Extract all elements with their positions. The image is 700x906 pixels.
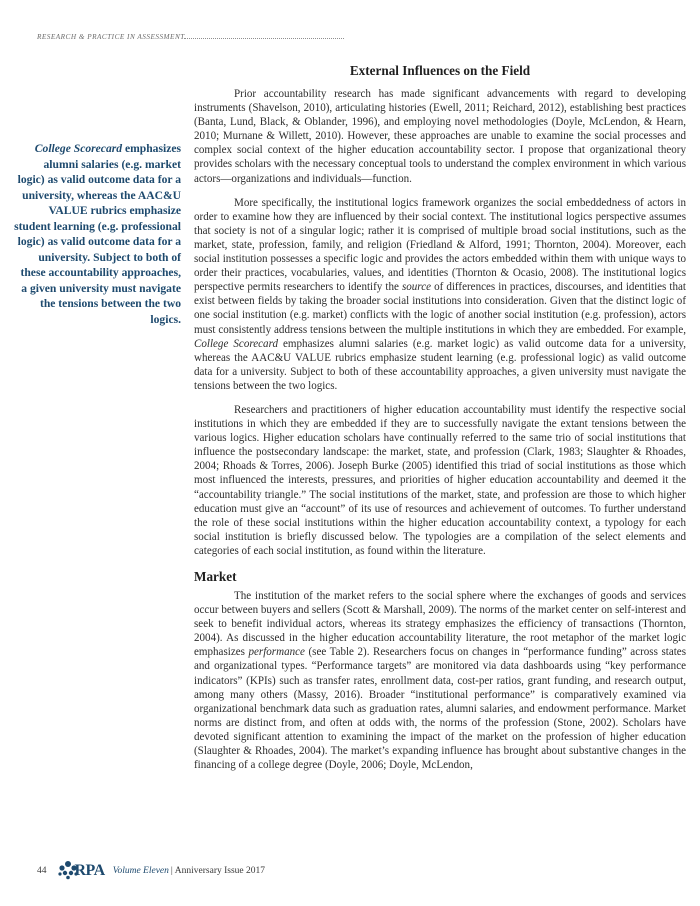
paragraph-2	[194, 196, 686, 393]
page-number: 44	[37, 866, 47, 876]
pull-quote-italic: College Scorecard	[34, 142, 123, 155]
pull-quote-text: emphasizes alumni salaries (e.g. market logic) as valid outcome data for a university, whereas the AAC&U VALUE rubrics emphasize student learning (e.g. professional logic) as valid outcome data for a university. Subject to both of these accountability approaches, a given university must navigate the tensions between the two logics.	[14, 142, 181, 326]
issue-label: Anniversary Issue 2017	[174, 866, 266, 876]
header-dotted-rule	[184, 38, 344, 39]
logo-text: RPA	[74, 862, 105, 879]
paragraph-1: Prior accountability research has made significant advancements with regard to developing instruments (Shavelson, 2010), articulating histories (Ewell, 2011; Reichard, 2012), establishing best practices (Banta, Lund, Black, & Oblander, 1996), and employing novel methodologies (Doyle, McLendon, & Hearn, 2010; Murnane & Willett, 2010). However, these approaches are unable to examine the social processes and complex social context of the higher education accountability sector. I propose that organizational theory provides scholars with the necessary conceptual tools to understand the complex environment in which various actors—organizations and individuals—function.	[194, 88, 686, 185]
article-body	[194, 62, 686, 782]
paragraph-2-part-c: emphasizes alumni salaries (e.g. market logic) as valid outcome data for a university, whereas the AAC&U VALUE rubrics emphasize student learning (e.g. professional logic) as valid outcome data for a university. Subject to both of these accountability approaches, a given university must navigate the tensions between the two logics.	[194, 337, 686, 392]
paragraph-4	[194, 589, 686, 772]
paragraph-2-emphasis-source: source	[401, 281, 431, 294]
paragraph-2-emphasis-scorecard: College Scorecard	[194, 337, 278, 350]
running-header: RESEARCH & PRACTICE IN ASSESSMENT	[37, 33, 185, 41]
paragraph-4-part-a: The institution of the market refers to the social sphere where the exchanges of goods and services occur between buyers and sellers (Scott & Marshall, 2009). The norms of the market center on self-interest and seek to benefit individual actors, whereas its strategy emphasizes the efficiency of transactions (Thornton, 2004). As discussed in the higher education accountability literature, the root metaphor of the market logic emphasizes	[194, 590, 686, 659]
volume-label: Volume Eleven	[112, 866, 169, 876]
pull-quote	[14, 141, 181, 327]
paragraph-4-part-b: (see Table 2). Researchers focus on changes in “performance funding” across states and organizational types. “Performance targets” are monitored via data dashboards using “key performance indicators” (KPIs) such as transfer rates, enrollment data, cost-per ratios, grant funding, and research output, among many others (Massy, 2016). Broader “institutional performance” is comparatively examined via organizational benchmark data such as graduation rates, alumni salaries, and endowment performance. Market norms are distinct from, and often at odds with, the norms of the profession (Stone, 2002). Scholars have devoted significant attention to examining the impact of the market on the profession of higher education (Slaughter & Rhoades, 2004). The market’s expanding influence has brought about substantive changes in the financing of a college degree (Doyle, 2006; Doyle, McLendon,	[194, 646, 686, 772]
footer-separator: |	[170, 866, 173, 876]
paragraph-2-part-b: of differences in practices, discourses, and identities that exist between fields by taking the broader social institutions into consideration. Given that the distinct logic of one social institution (e.g. market) conflicts with the logic of another social institution (e.g. profession), actors must consistently address tensions between the multiple institutions in which they are embedded. For example,	[194, 281, 686, 336]
subheading-market: Market	[194, 569, 237, 584]
paragraph-4-emphasis-performance: performance	[248, 646, 305, 659]
paragraph-3: Researchers and practitioners of higher education accountability must identify the respective social institutions in which they are embedded if they are to successfully navigate the extant tensions between the various logics. Higher education scholars have continually referred to the same trio of social institutions that influence the postsecondary landscape: the market, state, and profession (Clark, 1983; Slaughter & Rhoades, 2004; Rhoads & Torres, 2006). Joseph Burke (2005) identified this triad of social institutions as those which most influenced the interests, pressures, and priorities of higher education accountability and deemed it the “accountability triangle.” The social institutions of the market, state, and profession are those to which higher education must give an “account” of its use of resources and achievement of outcomes. To further understand the role of these social institutions within the higher education accountability context, a typology for each social institution is briefly discussed below. The typologies are a compilation of the select elements and categories of each social institution, as found within the literature.	[194, 403, 686, 557]
section-title: External Influences on the Field	[349, 63, 531, 78]
paragraph-2-part-a: More specifically, the institutional logics framework organizes the social embeddedness of actors in order to examine how they are influenced by their social context. The institutional logics perspective assumes that society is not of a singular logic; rather it is comprised of multiple broad social institutions, such as the market, state, profession, family, and religion (Friedland & Alford, 1991; Thornton, 2004). Moreover, each social institution possesses a specific logic and provides the actors embedded within them with unique ways to order their practices, vocabularies, values, and identities (Thornton & Ocasio, 2008). The institutional logics perspective permits researchers to identify the	[194, 196, 686, 294]
page-footer	[37, 856, 265, 886]
rpa-logo	[57, 860, 105, 882]
